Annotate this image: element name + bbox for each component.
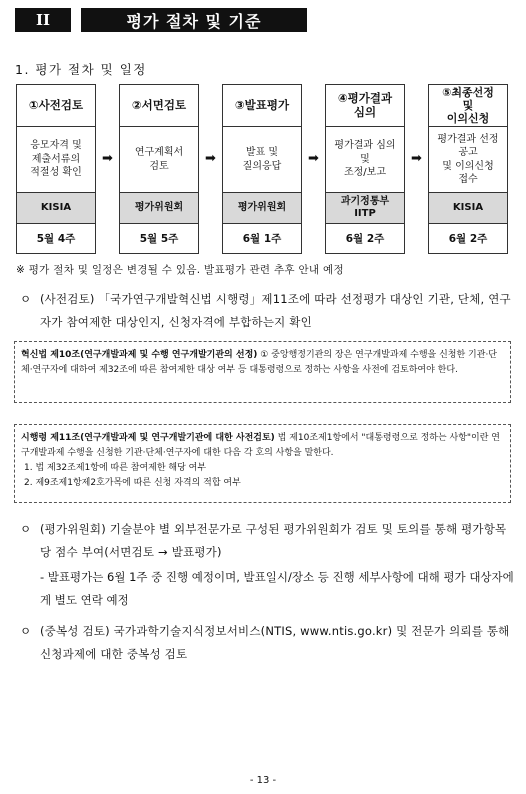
step-desc: 평가결과 심의 및 조정/보고 (326, 127, 404, 193)
bullet-committee (20, 518, 512, 564)
bullet-text: (중복성 검토) 국가과학기술지식정보서비스(NTIS, www.ntis.go.kr) 및 전문가 의뢰를 통해 신청과제에 대한 중복성 검토 (40, 624, 510, 661)
step-title: ①사전검토 (17, 85, 95, 127)
step-time: 5월 5주 (139, 233, 179, 245)
step-1 (16, 84, 96, 254)
step-org: KISIA (429, 193, 507, 224)
arrow-right-icon: ➡ (102, 151, 113, 166)
bullet-duplicate-check (20, 620, 512, 666)
step-3 (222, 84, 302, 254)
schedule-note: ※ 평가 절차 및 일정은 변경될 수 있음. 발표평가 관련 추후 안내 예정 (16, 264, 344, 276)
step-org: 과기정통부 IITP (326, 193, 404, 224)
step-org: KISIA (17, 193, 95, 224)
step-desc: 평가결과 선정 공고 및 이의신청 접수 (429, 127, 507, 193)
decree-title: 시행령 제11조(연구개발과제 및 연구개발기관에 대한 사전검토) (21, 433, 275, 443)
step-title: ⑤최종선정 및 이의신청 (429, 85, 507, 127)
step-time: 6월 2주 (345, 233, 385, 245)
step-time: 6월 2주 (448, 233, 488, 245)
decree-item: 2. 제9조제1항제2호가목에 따른 신청 자격의 적합 여부 (24, 478, 241, 488)
bullet-mark: ㅇ (20, 522, 32, 536)
arrow-right-icon: ➡ (205, 151, 216, 166)
step-desc: 연구계획서 검토 (120, 127, 198, 193)
step-org: 평가위원회 (223, 193, 301, 224)
law-excerpt-box (14, 341, 511, 403)
step-desc: 응모자격 및 제출서류의 적절성 확인 (17, 127, 95, 193)
subheading: 1. 평가 절차 및 일정 (15, 62, 147, 77)
law-title: 혁신법 제10조(연구개발과제 및 수행 연구개발기관의 선정) (21, 350, 258, 360)
process-flow (16, 84, 508, 254)
step-org: 평가위원회 (120, 193, 198, 224)
sub-bullet-presentation: - 발표평가는 6월 1주 중 진행 예정이며, 발표일시/장소 등 진행 세부사항에 대해 평가 대상자에게 별도 연락 예정 (40, 570, 514, 607)
step-title: ②서면검토 (120, 85, 198, 127)
step-desc: 발표 및 질의응답 (223, 127, 301, 193)
decree-item: 1. 법 제32조제1항에 따른 참여제한 해당 여부 (24, 463, 207, 473)
step-title: ③발표평가 (223, 85, 301, 127)
step-4 (325, 84, 405, 254)
law-body: ① 중앙행정기관의 장은 연구개발과제 수행을 신청한 기관·단체·연구자에 대하여 제32조에 따른 참여제한 대상 여부 등 대통령령으로 정하는 사항을 사전에 검토하여야 한다. (21, 350, 498, 375)
section-number: II (15, 8, 71, 32)
bullet-pre-review (20, 288, 512, 334)
step-title: ④평가결과 심의 (326, 85, 404, 127)
decree-excerpt-box (14, 424, 511, 503)
bullet-mark: ㅇ (20, 624, 32, 638)
decree-body: 법 제10조제1항에서 "대통령령으로 정하는 사항"이란 연구개발과제 수행을 신청한 기관·단체·연구자에 대한 다음 각 호의 사항을 말한다. (21, 433, 500, 458)
step-time: 6월 1주 (242, 233, 282, 245)
arrow-right-icon: ➡ (411, 151, 422, 166)
step-time: 5월 4주 (36, 233, 76, 245)
arrow-right-icon: ➡ (308, 151, 319, 166)
bullet-mark: ㅇ (20, 292, 32, 306)
section-header (15, 8, 307, 32)
bullet-text: (사전검토) 「국가연구개발혁신법 시행령」제11조에 따라 선정평가 대상인 기관, 단체, 연구자가 참여제한 대상인지, 신청자격에 부합하는지 확인 (40, 292, 511, 329)
page-number: - 13 - (249, 775, 277, 786)
bullet-text: (평가위원회) 기술분야 별 외부전문가로 구성된 평가위원회가 검토 및 토의를 통해 평가항목 당 점수 부여(서면검토 → 발표평가) (40, 522, 507, 559)
step-2 (119, 84, 199, 254)
step-5 (428, 84, 508, 254)
section-title: 평가 절차 및 기준 (81, 8, 307, 32)
